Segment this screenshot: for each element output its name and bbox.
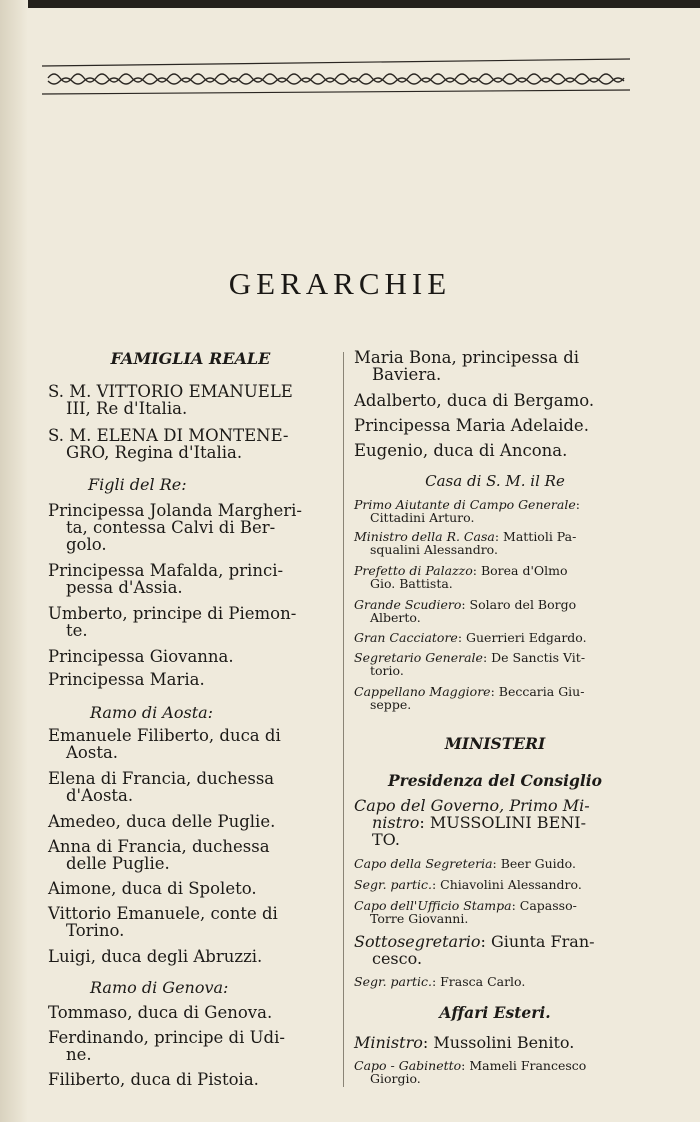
entry-line: Emanuele Filiberto, duca di: [48, 726, 281, 745]
page-spine-shadow: [0, 0, 28, 1122]
office-role: Capo del Governo, Primo Mi-: [354, 796, 590, 815]
office-holder: Mattioli Pa-: [503, 529, 577, 544]
office-prefetto: Prefetto di Palazzo: Borea d'Olmo Gio. Battista.: [354, 564, 636, 590]
office-holder: Solaro del Borgo: [469, 597, 577, 612]
entry-amedeo: Amedeo, duca delle Puglie.: [48, 812, 276, 831]
subheading-figli: Figli del Re:: [88, 475, 187, 494]
entry-line: d'Aosta.: [66, 786, 134, 805]
entry-line: Elena di Francia, duchessa: [48, 769, 275, 788]
office-holder-cont: Torre Giovanni.: [370, 911, 469, 926]
entry-jolanda: [48, 502, 333, 553]
subheading-ramo-aosta: Ramo di Aosta:: [90, 703, 214, 722]
entry-line: III, Re d'Italia.: [66, 399, 188, 418]
page-title: GERARCHIE: [228, 266, 452, 301]
entry-luigi: Luigi, duca degli Abruzzi.: [48, 947, 263, 966]
office-role: Segretario Generale: [354, 650, 483, 665]
entry-umberto: [48, 605, 333, 639]
office-primo-aiutante: Primo Aiutante di Campo Generale: Cittadini Arturo.: [354, 498, 636, 524]
office-role: Prefetto di Palazzo: [354, 563, 473, 578]
office-role: Ministro della R. Casa: [354, 529, 495, 544]
entry-line: Maria Bona, principessa di: [354, 348, 580, 367]
entry-line: Aosta.: [66, 743, 119, 762]
entry-line: Anna di Francia, duchessa: [48, 837, 270, 856]
entry-line: S. M. VITTORIO EMANUELE: [48, 382, 293, 401]
entry-line: GRO, Regina d'Italia.: [66, 443, 243, 462]
entry-line: Principessa Mafalda, princi-: [48, 561, 284, 580]
office-role: nistro: [372, 813, 420, 832]
office-holder: Cittadini Arturo.: [370, 510, 475, 525]
entry-giovanna: Principessa Giovanna.: [48, 647, 234, 666]
entry-elena-francia: [48, 770, 333, 804]
office-capo-governo: [354, 797, 636, 848]
entry-line: Baviera.: [372, 365, 442, 384]
office-holder: MUSSOLINI BENI-: [429, 813, 586, 832]
entry-anna: [48, 838, 333, 872]
entry-re: [48, 383, 333, 417]
office-segr-partic-1: Segr. partic.: Chiavolini Alessandro.: [354, 877, 582, 892]
entry-line: Vittorio Emanuele, conte di: [48, 904, 278, 923]
office-holder: Capasso-: [519, 898, 577, 913]
office-segretario: Segretario Generale: De Sanctis Vit- torio.: [354, 651, 636, 677]
office-role: Segr. partic.: [354, 877, 432, 892]
page-top-edge: [28, 0, 700, 8]
entry-filiberto: Filiberto, duca di Pistoia.: [48, 1070, 259, 1089]
office-holder: Beccaria Giu-: [498, 684, 585, 699]
entry-line: Ferdinando, principe di Udi-: [48, 1028, 285, 1047]
entry-tommaso: Tommaso, duca di Genova.: [48, 1003, 273, 1022]
entry-regina: [48, 427, 333, 461]
office-holder: Mameli Francesco: [469, 1058, 587, 1073]
entry-adalberto: Adalberto, duca di Bergamo.: [354, 391, 595, 410]
office-holder: Giunta Fran-: [490, 932, 595, 951]
subheading-affari-esteri: Affari Esteri.: [439, 1003, 551, 1022]
office-holder-cont: Alberto.: [370, 610, 421, 625]
entry-line: Torino.: [66, 921, 125, 940]
office-cacciatore: Gran Cacciatore: Guerrieri Edgardo.: [354, 630, 587, 645]
entry-aimone: Aimone, duca di Spoleto.: [48, 879, 257, 898]
entry-line: pessa d'Assia.: [66, 578, 183, 597]
entry-maria-bona: [354, 349, 636, 383]
office-holder-cont: seppe.: [370, 697, 412, 712]
entry-ferdinando: [48, 1029, 333, 1063]
entry-line: golo.: [66, 535, 107, 554]
entry-line: Umberto, principe di Piemon-: [48, 604, 297, 623]
heading-ministeri: MINISTERI: [444, 734, 546, 753]
office-sottosegretario: Sottosegretario: Giunta Fran- cesco.: [354, 933, 636, 967]
subheading-ramo-genova: Ramo di Genova:: [90, 978, 229, 997]
office-capo-segreteria: Capo della Segreteria: Beer Guido.: [354, 856, 576, 871]
entry-eugenio: Eugenio, duca di Ancona.: [354, 441, 568, 460]
entry-vittorio-torino: [48, 905, 333, 939]
office-role: Ministro: [354, 1033, 423, 1052]
heading-famiglia-reale: FAMIGLIA REALE: [110, 349, 271, 368]
office-holder-cont: cesco.: [372, 949, 423, 968]
office-role: Capo - Gabinetto: [354, 1058, 462, 1073]
office-ministro-esteri: Ministro: Mussolini Benito.: [354, 1033, 575, 1052]
entry-line: ta, contessa Calvi di Ber-: [66, 518, 276, 537]
office-role-cont: nistro: MUSSOLINI BENI-: [372, 813, 586, 832]
column-divider: [343, 352, 344, 1087]
office-role: Cappellano Maggiore: [354, 684, 491, 699]
office-holder-cont: TO.: [372, 830, 400, 849]
entry-line: ne.: [66, 1045, 92, 1064]
entry-maria: Principessa Maria.: [48, 670, 205, 689]
office-role: Gran Cacciatore: [354, 630, 458, 645]
office-capo-gabinetto: Capo - Gabinetto: Mameli Francesco Giorgio.: [354, 1059, 636, 1085]
office-segr-partic-2: Segr. partic.: Frasca Carlo.: [354, 974, 526, 989]
office-holder: Mussolini Benito.: [433, 1033, 575, 1052]
subheading-presidenza: Presidenza del Consiglio: [387, 771, 602, 790]
office-holder-cont: torio.: [370, 663, 404, 678]
office-role: Grande Scudiero: [354, 597, 462, 612]
office-role: Primo Aiutante di Campo Generale: [354, 497, 576, 512]
office-role: Segr. partic.: [354, 974, 432, 989]
subheading-casa-re: Casa di S. M. il Re: [425, 472, 565, 490]
ornamental-border: [42, 56, 630, 96]
office-role: Sottosegretario: [354, 932, 481, 951]
office-cappellano: Cappellano Maggiore: Beccaria Giu- seppe.: [354, 685, 636, 711]
office-ministro-casa: Ministro della R. Casa: Mattioli Pa- squalini Alessandro.: [354, 530, 636, 556]
office-holder: Frasca Carlo.: [440, 974, 526, 989]
entry-emanuele-filiberto: [48, 727, 333, 761]
entry-adelaide: Principessa Maria Adelaide.: [354, 416, 589, 435]
office-holder: Beer Guido.: [500, 856, 576, 871]
office-role: Capo dell'Ufficio Stampa: [354, 898, 512, 913]
office-holder: Borea d'Olmo: [480, 563, 568, 578]
entry-line: delle Puglie.: [66, 854, 170, 873]
office-holder: De Sanctis Vit-: [491, 650, 586, 665]
office-holder: Guerrieri Edgardo.: [466, 630, 587, 645]
office-role: Capo della Segreteria: [354, 856, 493, 871]
office-holder-cont: Giorgio.: [370, 1071, 421, 1086]
entry-line: te.: [66, 621, 88, 640]
office-holder: Chiavolini Alessandro.: [440, 877, 582, 892]
entry-line: Principessa Jolanda Margheri-: [48, 501, 303, 520]
office-capo-stampa: Capo dell'Ufficio Stampa: Capasso- Torre Giovanni.: [354, 899, 636, 925]
office-holder-cont: squalini Alessandro.: [370, 542, 498, 557]
office-scudiero: Grande Scudiero: Solaro del Borgo Alberto.: [354, 598, 636, 624]
entry-mafalda: [48, 562, 333, 596]
office-holder-cont: Gio. Battista.: [370, 576, 453, 591]
entry-line: S. M. ELENA DI MONTENE-: [48, 426, 289, 445]
